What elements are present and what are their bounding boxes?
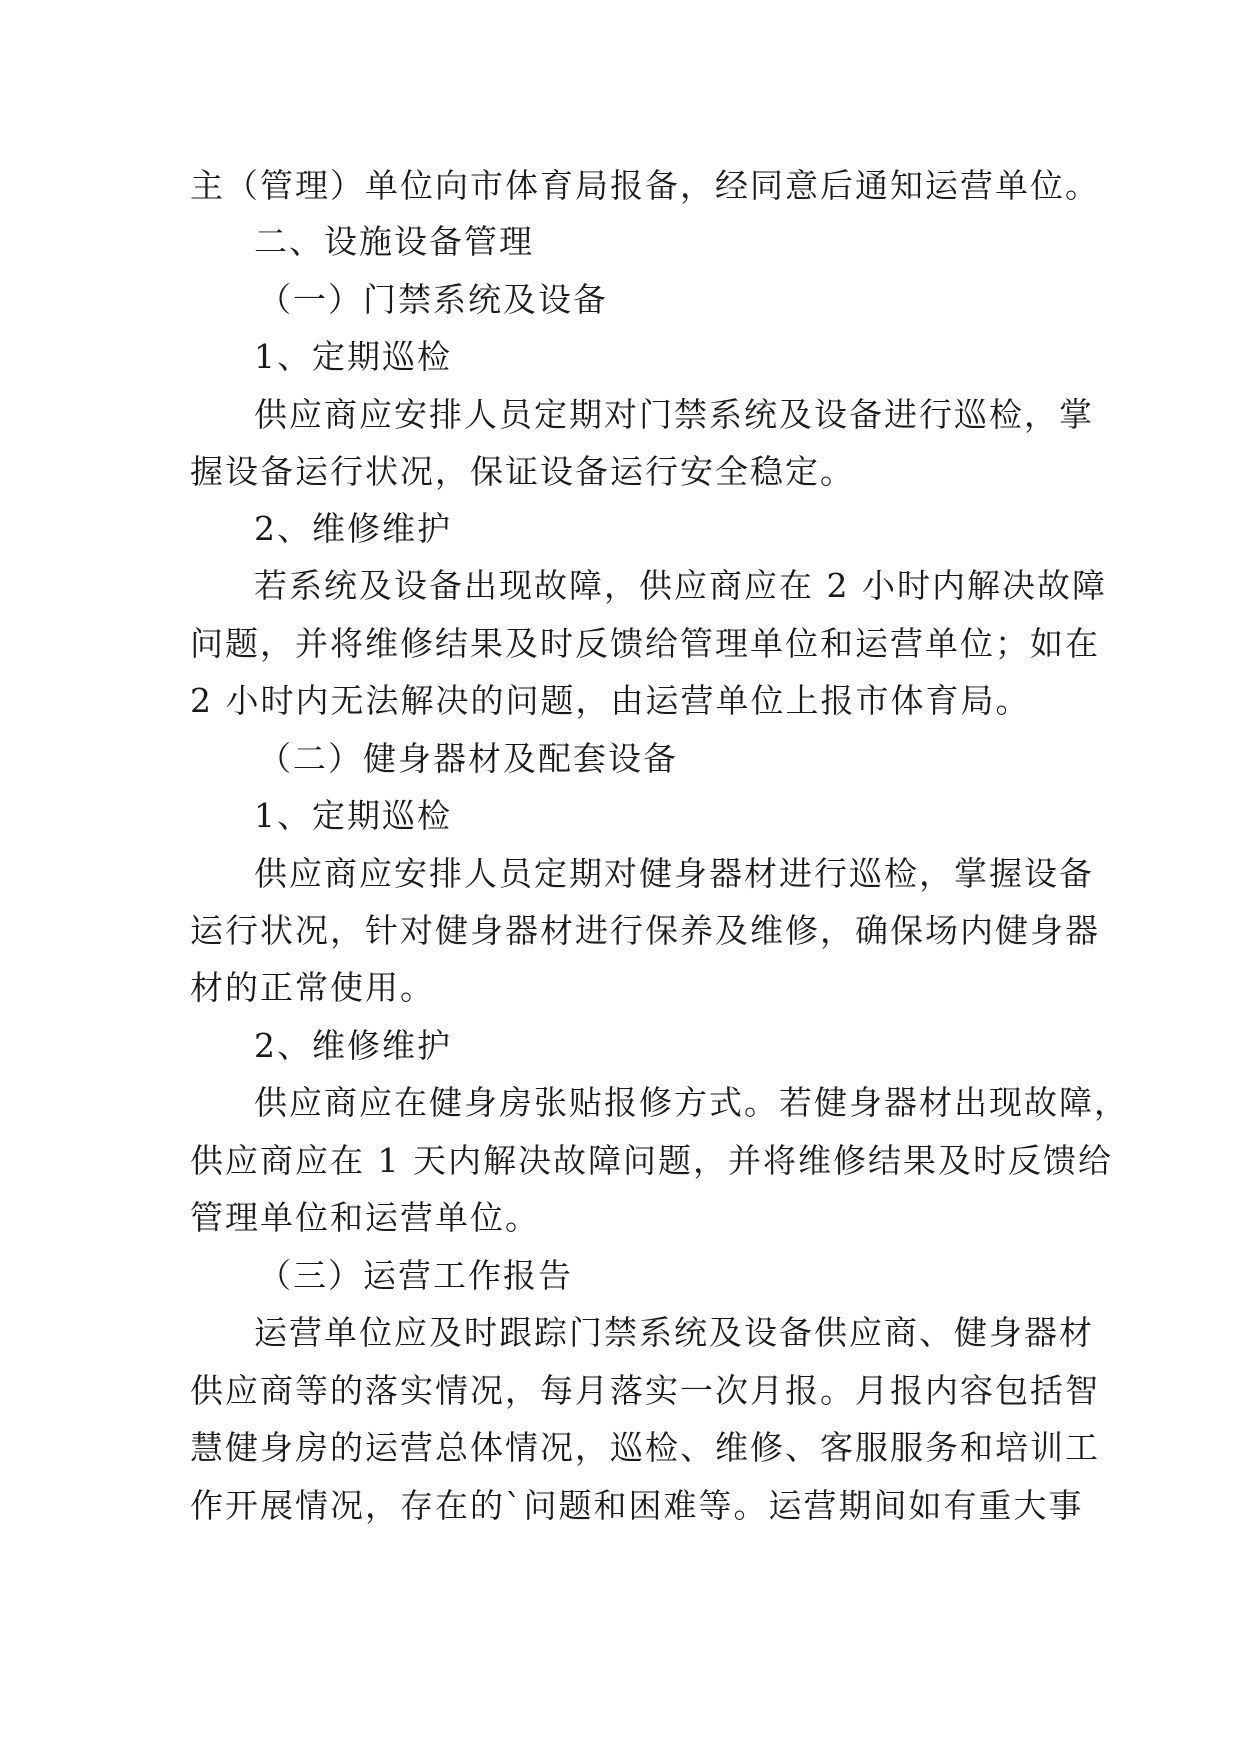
paragraph-line: 作开展情况，存在的`问题和困难等。运营期间如有重大事: [190, 1486, 1084, 1525]
item-heading: 1、定期巡检: [254, 337, 452, 376]
paragraph-line: 材的正常使用。: [190, 968, 435, 1007]
paragraph-line: 管理单位和运营单位。: [190, 1198, 540, 1237]
paragraph-line: 慧健身房的运营总体情况，巡检、维修、客服服务和培训工: [190, 1428, 1100, 1467]
item-heading: 2、维修维护: [254, 509, 452, 548]
subsection-heading: （一）门禁系统及设备: [258, 280, 608, 319]
paragraph-line: 握设备运行状况，保证设备运行安全稳定。: [190, 452, 855, 491]
item-heading: 2、维修维护: [254, 1026, 452, 1065]
paragraph-line: 2 小时内无法解决的问题，由运营单位上报市体育局。: [190, 681, 1031, 720]
item-heading: 1、定期巡检: [254, 796, 452, 835]
paragraph-line: 供应商应安排人员定期对门禁系统及设备进行巡检，掌: [254, 395, 1094, 434]
paragraph-line: 若系统及设备出现故障，供应商应在 2 小时内解决故障: [254, 566, 1107, 605]
paragraph-line: 供应商应安排人员定期对健身器材进行巡检，掌握设备: [254, 854, 1094, 893]
paragraph-line: 供应商等的落实情况，每月落实一次月报。月报内容包括智: [190, 1371, 1100, 1410]
section-heading: 二、设施设备管理: [254, 222, 534, 261]
subsection-heading: （二）健身器材及配套设备: [258, 739, 678, 778]
paragraph-line: 问题，并将维修结果及时反馈给管理单位和运营单位；如在: [190, 624, 1100, 663]
subsection-heading: （三）运营工作报告: [258, 1256, 573, 1295]
paragraph-line: 供应商应在健身房张贴报修方式。若健身器材出现故障，: [254, 1083, 1129, 1122]
paragraph-line: 供应商应在 1 天内解决故障问题，并将维修结果及时反馈给: [190, 1141, 1113, 1180]
paragraph-line: 运行状况，针对健身器材进行保养及维修，确保场内健身器: [190, 911, 1100, 950]
paragraph-line: 主（管理）单位向市体育局报备，经同意后通知运营单位。: [190, 166, 1100, 205]
paragraph-line: 运营单位应及时跟踪门禁系统及设备供应商、健身器材: [254, 1313, 1094, 1352]
